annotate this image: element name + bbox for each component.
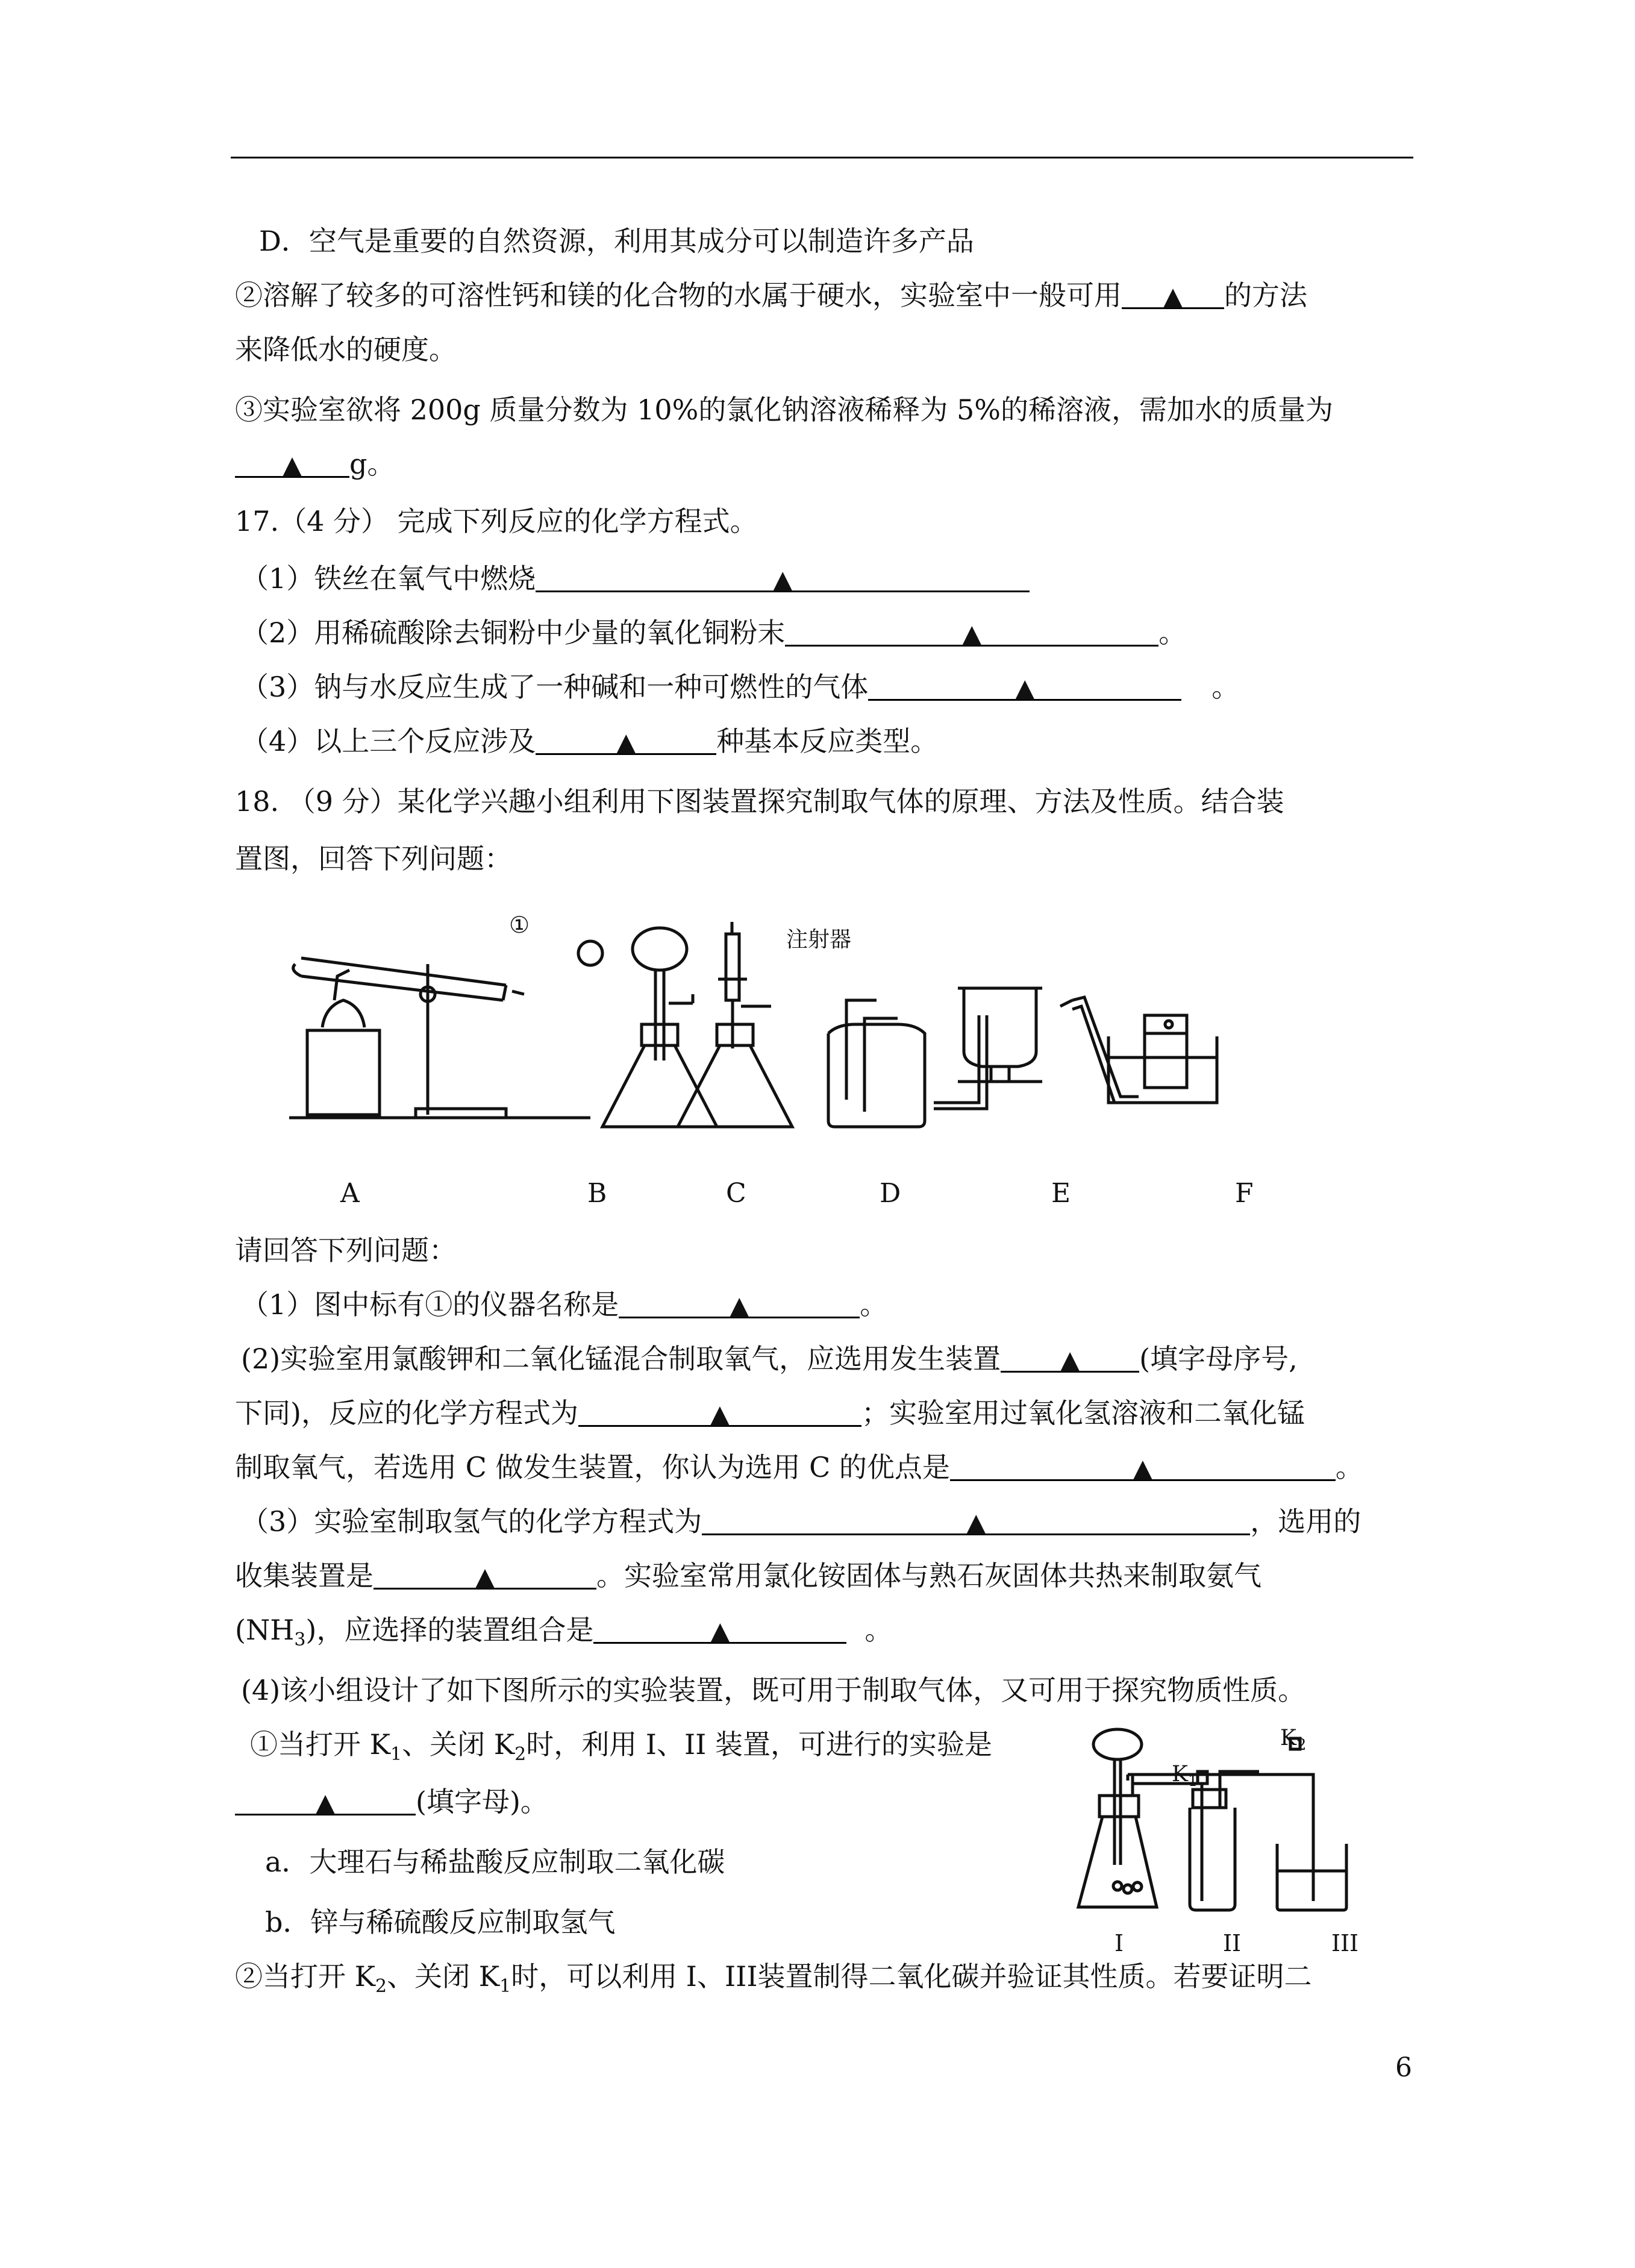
syringe-label: 注射器	[786, 927, 852, 952]
q18-3-line-cont: 收集装置是 ▲ 。实验室常用氯化铵固体与熟石灰固体共热来制取氨气	[235, 1558, 1261, 1594]
figure-label-d: D	[880, 1178, 901, 1209]
q16-3-line: ③实验室欲将 200g 质量分数为 10%的氯化钠溶液稀释为 5%的稀溶液，需加水的质量为	[235, 393, 1333, 426]
answer-blank[interactable]: ▲	[374, 1558, 596, 1590]
answer-blank[interactable]: ▲	[578, 1395, 861, 1427]
q17-4-line: （4）以上三个反应涉及 ▲ 种基本反应类型。	[241, 723, 938, 759]
page-number: 6	[1395, 2052, 1412, 2083]
option-b-line: b．锌与稀硫酸反应制取氢气	[265, 1906, 616, 1938]
please-answer-line: 请回答下列问题：	[235, 1234, 457, 1267]
answer-blank[interactable]: ▲	[868, 669, 1181, 701]
figure-label-e: E	[1051, 1178, 1071, 1209]
header-rule	[231, 157, 1413, 158]
apparatus-a	[289, 958, 590, 1118]
bottle-ii	[1190, 1771, 1259, 1910]
q16-2-line: ②溶解了较多的可溶性钙和镁的化合物的水属于硬水，实验室中一般可用 ▲ 的方法	[235, 277, 1307, 313]
option-d-line: D．空气是重要的自然资源，利用其成分可以制造许多产品	[259, 225, 974, 257]
q18-3-line-cont2: $(NH_3)$，应选择的装置组合是 ▲ 。	[235, 1612, 892, 1658]
answer-blank[interactable]: ▲	[950, 1449, 1336, 1481]
q18-4-1-line-cont: ▲ (填字母)。	[235, 1784, 548, 1820]
q17-heading: 17.（4 分） 完成下列反应的化学方程式。	[235, 505, 758, 537]
figure-label-a: A	[340, 1178, 360, 1209]
answer-blank[interactable]: ▲	[536, 560, 1030, 592]
q17-1-line: （1）铁丝在氧气中燃烧 ▲	[241, 560, 1030, 597]
q17-2-line: （2）用稀硫酸除去铜粉中少量的氧化铜粉末 ▲ 。	[241, 615, 1186, 651]
answer-blank[interactable]: ▲	[785, 615, 1158, 647]
answer-blank[interactable]: ▲	[1122, 277, 1224, 309]
figure-label-f: F	[1235, 1178, 1254, 1209]
q16-3-line-cont: ▲ g。	[235, 446, 395, 482]
apparatus-label-i: I	[1114, 1930, 1124, 1956]
valve-k1-label: $K_1$	[1172, 1762, 1198, 1791]
q18-2-line-cont2: 制取氧气，若选用 C 做发生装置，你认为选用 C 的优点是 ▲ 。	[235, 1449, 1363, 1485]
valve-k2-label: $K_2$	[1280, 1726, 1307, 1755]
apparatus-b	[578, 928, 717, 1127]
answer-blank[interactable]: ▲	[619, 1286, 860, 1318]
answer-blank[interactable]: ▲	[235, 1784, 416, 1815]
answer-blank[interactable]: ▲	[235, 446, 349, 478]
q18-heading: 18. （9 分）某化学兴趣小组利用下图装置探究制取气体的原理、方法及性质。结合装	[235, 785, 1284, 818]
apparatus-f	[1060, 997, 1217, 1103]
apparatus-c	[678, 922, 792, 1127]
q18-1-line: （1）图中标有①的仪器名称是 ▲ 。	[241, 1286, 887, 1323]
apparatus-label-ii: II	[1223, 1930, 1242, 1956]
q18-heading-cont: 置图，回答下列问题：	[235, 842, 512, 875]
apparatus-figure-2	[1072, 1726, 1386, 1934]
q16-2-line-cont: 来降低水的硬度。	[235, 333, 457, 366]
apparatus-e	[934, 988, 1042, 1109]
answer-blank[interactable]: ▲	[1001, 1341, 1139, 1373]
q18-4-line: (4)该小组设计了如下图所示的实验装置，既可用于制取气体，又可用于探究物质性质。	[241, 1674, 1306, 1706]
figure-label-c: C	[726, 1178, 746, 1209]
answer-blank[interactable]: ▲	[593, 1612, 846, 1644]
q18-2-line-cont: 下同)，反应的化学方程式为 ▲ ；实验室用过氧化氢溶液和二氧化锰	[235, 1395, 1305, 1431]
q18-4-1-line: ①当打开 $K_1$、关闭 $K_2$时，利用 I、II 装置，可进行的实验是	[250, 1728, 992, 1765]
answer-blank[interactable]: ▲	[702, 1503, 1250, 1535]
apparatus-d	[828, 1000, 925, 1127]
figure-label-b: B	[587, 1178, 607, 1209]
callout-number: ①	[509, 912, 530, 938]
apparatus-label-iii: III	[1331, 1930, 1359, 1956]
answer-blank[interactable]: ▲	[536, 723, 716, 755]
q18-4-2-line: ②当打开 $K_2$、关闭 $K_1$时，可以利用 I、III装置制得二氧化碳并验证其性质。若要证明二	[235, 1960, 1312, 1997]
q17-3-line: （3）钠与水反应生成了一种碱和一种可燃性的气体 ▲ 。	[241, 669, 1239, 705]
q18-3-line: （3）实验室制取氢气的化学方程式为 ▲ ，选用的	[241, 1503, 1361, 1540]
q18-2-line: (2)实验室用氯酸钾和二氧化锰混合制取氧气，应选用发生装置 ▲ (填字母序号,	[241, 1341, 1298, 1377]
option-a-line: a．大理石与稀盐酸反应制取二氧化碳	[265, 1846, 725, 1878]
